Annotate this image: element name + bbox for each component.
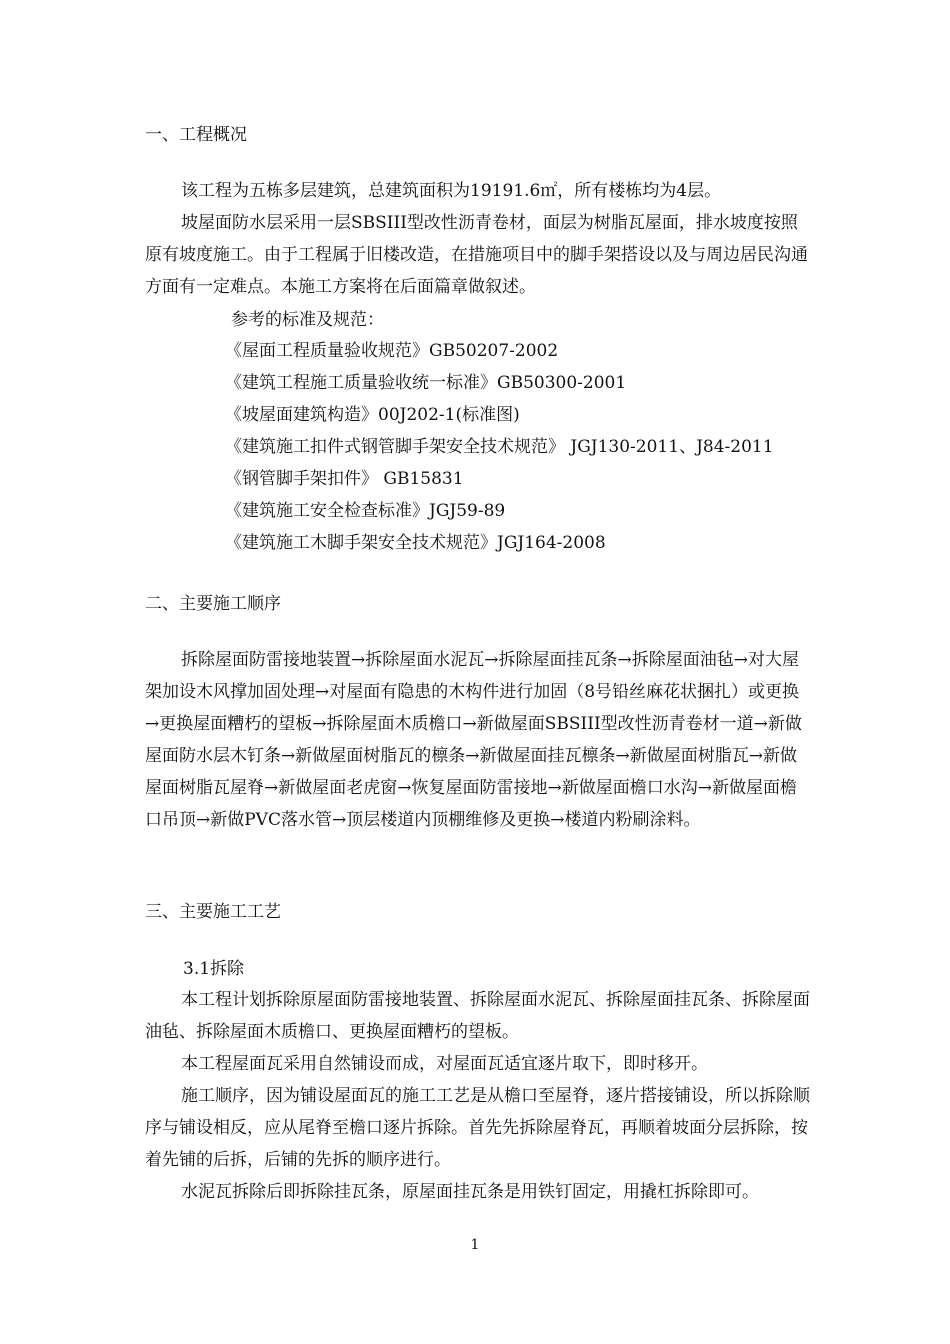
reference-item: 《建筑施工安全检查标准》JGJ59-89 [225, 501, 506, 521]
reference-heading: 参考的标准及规范： [231, 310, 384, 330]
section-3-paragraph-2: 本工程屋面瓦采用自然铺设而成，对屋面瓦适宜逐片取下，即时移开。 [181, 1054, 708, 1074]
page-number: 1 [470, 1237, 480, 1253]
section-1-title: 一、工程概况 [145, 125, 247, 145]
reference-item: 《建筑施工木脚手架安全技术规范》JGJ164-2008 [225, 533, 606, 553]
reference-item: 《钢管脚手架扣件》 GB15831 [225, 469, 464, 489]
section-3-paragraph-3: 施工顺序，因为铺设屋面瓦的施工工艺是从檐口至屋脊，逐片搭接铺设，所以拆除顺序与铺设相反，应从尾脊至檐口逐片拆除。首先先拆除屋脊瓦，再顺着坡面分层拆除，按着先铺的后拆，后铺的先拆的顺序进行。 [145, 1086, 810, 1170]
section-3-paragraph-4: 水泥瓦拆除后即拆除挂瓦条，原屋面挂瓦条是用铁钉固定，用撬杠拆除即可。 [181, 1182, 759, 1202]
reference-list [225, 335, 774, 559]
subsection-title: 3.1拆除 [183, 959, 245, 979]
reference-item: 《屋面工程质量验收规范》GB50207-2002 [225, 341, 559, 361]
reference-item: 《建筑工程施工质量验收统一标准》GB50300-2001 [225, 373, 627, 393]
reference-item: 《坡屋面建筑构造》00J202-1(标准图) [225, 405, 520, 425]
section-1-paragraph-1: 该工程为五栋多层建筑，总建筑面积为19191.6㎡，所有楼栋均为4层。 [181, 181, 722, 201]
reference-item: 《建筑施工扣件式钢管脚手架安全技术规范》 JGJ130-2011、J84-2011 [225, 437, 774, 457]
section-2-paragraph: 拆除屋面防雷接地装置→拆除屋面水泥瓦→拆除屋面挂瓦条→拆除屋面油毡→对大屋架加设木风撑加固处理→对屋面有隐患的木构件进行加固（8号铅丝麻花状捆扎）或更换→更换屋面糟朽的望板→拆除屋面木质檐口→新做屋面SBSIII型改性沥青卷材一道→新做屋面防水层木钉条→新做屋面树脂瓦的檩条→新做屋面挂瓦檩条→新做屋面树脂瓦→新做屋面树脂瓦屋脊→新做屋面老虎窗→恢复屋面防雷接地→新做屋面檐口水沟→新做屋面檐口吊顶→新做PVC落水管→顶层楼道内顶棚维修及更换→楼道内粉刷涂料。 [145, 650, 802, 830]
section-3-paragraph-1: 本工程计划拆除原屋面防雷接地装置、拆除屋面水泥瓦、拆除屋面挂瓦条、拆除屋面油毡、拆除屋面木质檐口、更换屋面糟朽的望板。 [145, 990, 810, 1042]
section-2-title: 二、主要施工顺序 [145, 594, 281, 614]
section-1-paragraph-2: 坡屋面防水层采用一层SBSIII型改性沥青卷材，面层为树脂瓦屋面，排水坡度按照原有坡度施工。由于工程属于旧楼改造，在措施项目中的脚手架搭设以及与周边居民沟通方面有一定难点。本施工方案将在后面篇章做叙述。 [145, 213, 808, 297]
section-3-title: 三、主要施工工艺 [145, 902, 281, 922]
